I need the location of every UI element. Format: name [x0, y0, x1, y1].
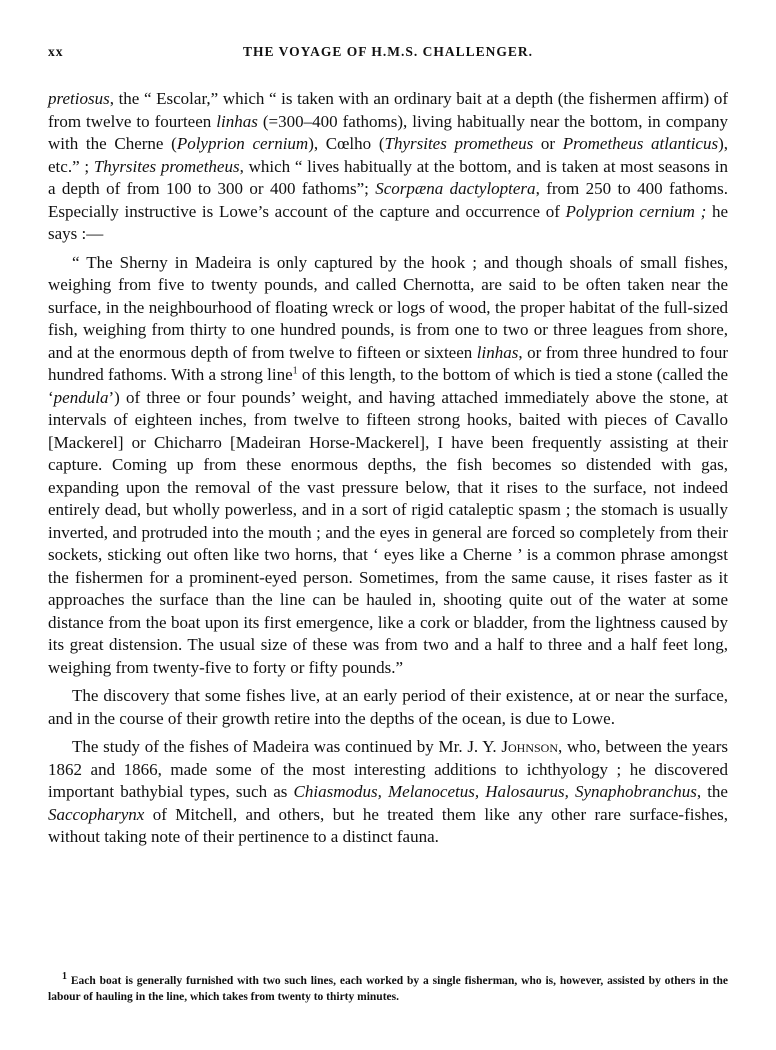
italic-text: Saccopharynx	[48, 804, 145, 824]
text-span: , which “ lives habitually at the bottom, and is taken at most seasons in a depth of from 100 to 300 or 400 fathoms”;	[48, 156, 729, 198]
footnote	[48, 973, 728, 1005]
text-span: , the “ Escolar,” which “ is taken with an ordinary bait at a depth (the fishermen affirm) of from twelve to fourteen	[48, 89, 728, 131]
text-span: ), etc.” ;	[48, 134, 729, 176]
italic-text: Scorpæna dactyloptera	[375, 179, 536, 198]
paragraph-4	[48, 736, 728, 849]
text-span: , who, between the years 1862 and 1866, made some of the most interesting additions to ichthyology ; he discovered important bathybial types, such as	[48, 737, 728, 801]
text-span: he says :—	[48, 201, 729, 243]
italic-text: Thyrsites prometheus	[93, 156, 240, 176]
italic-text: linhas	[216, 111, 258, 131]
page-header	[48, 44, 728, 64]
text-span: of this length, to the bottom of which is tied a stone (called the ‘	[48, 365, 728, 407]
text-span: of Mitchell, and others, but he treated them like any other rare surface-fishes, without taking note of their pertinence to a distinct fauna.	[48, 804, 728, 846]
paragraph-3: The discovery that some fishes live, at an early period of their existence, at or near the surface, and in the course of their growth retire into the depths of the ocean, is due to Lowe.	[48, 686, 728, 728]
text-span: (=300–400 fathoms), living habitually near the bottom, in company with the Cherne (	[48, 111, 729, 153]
text-span: , the	[696, 782, 728, 801]
paragraph-1	[48, 88, 728, 246]
page-number: xx	[48, 44, 64, 59]
italic-text: Chiasmodus, Melanocetus, Halosaurus, Synaphobranchus	[293, 782, 697, 801]
running-title: THE VOYAGE OF H.M.S. CHALLENGER.	[242, 44, 534, 59]
italic-text: Prometheus atlanticus	[562, 134, 719, 153]
footnote-marker: 1	[62, 971, 67, 983]
text-span: or	[533, 134, 563, 153]
text-span: , or from three hundred to four hundred fathoms. With a strong line	[48, 342, 728, 384]
text-span: , from 250 to 400 fathoms. Especially instructive is Lowe’s account of the capture and occurrence of	[48, 179, 728, 221]
author-name: Johnson	[501, 737, 558, 756]
footnote-text: Each boat is generally furnished with two such lines, each worked by a single fisherman, who is, however, assisted by others in the labour of hauling in the line, which takes from twenty to thirty minutes.	[48, 975, 728, 1003]
footnote-reference: 1	[292, 365, 298, 377]
paragraph-2-quotation	[48, 252, 728, 680]
italic-text: Polyprion cernium ;	[565, 201, 707, 221]
italic-text: linhas	[476, 342, 519, 362]
text-span: “ The Sherny in Madeira is only captured by the hook ; and though shoals of small fishes, weighing from five to twenty pounds, and called Chernotta, are said to be often taken near the surface, in the neighbourhood of floating wreck or logs of wood, the proper habitat of the full-sized fish, weighing from thirty to one hundred pounds, is from one to two or three leagues from shore, and at the enormous depth of from twelve to fifteen or sixteen	[48, 252, 728, 362]
italic-text: Thyrsites prometheus	[384, 134, 534, 153]
text-span: The study of the fishes of Madeira was continued by Mr. J. Y.	[72, 737, 502, 756]
text-span: ), Cœlho (	[308, 134, 385, 153]
body-text	[48, 88, 728, 855]
italic-text: Polyprion cernium	[176, 134, 309, 153]
italic-text: pendula	[53, 387, 109, 407]
italic-text: pretiosus	[48, 89, 110, 108]
text-span: ’) of three or four pounds’ weight, and having attached immediately above the stone, at intervals of eighteen inches, from twelve to fifteen strong hooks, baited with pieces of Cavallo [Mackerel] or Chicharro [Madeiran Horse-Mackerel], I have been frequently assisting at their capture. Coming up from these enormous depths, the fish becomes so distended with gas, expanding upon the removal of the vast pressure below, that it rises to the surface, not indeed entirely dead, but wholly powerless, and in a sort of rigid cataleptic spasm ; the stomach is usually inverted, and protruded into the mouth ; and the eyes in general are forced so completely from their sockets, sticking out often like two horns, that ‘ eyes like a Cherne ’ is a common phrase amongst the fishermen for a prominent-eyed person. Sometimes, from the same cause, it rises faster as it approaches the surface than the line can be hauled in, shooting quite out of the water at some distance from the boat upon its first emergence, like a cork or bladder, from the lightness caused by its great distension. The usual size of these was from two and a half to three and a half feet long, weighing from twenty-five to forty or fifty pounds.”	[48, 387, 728, 677]
